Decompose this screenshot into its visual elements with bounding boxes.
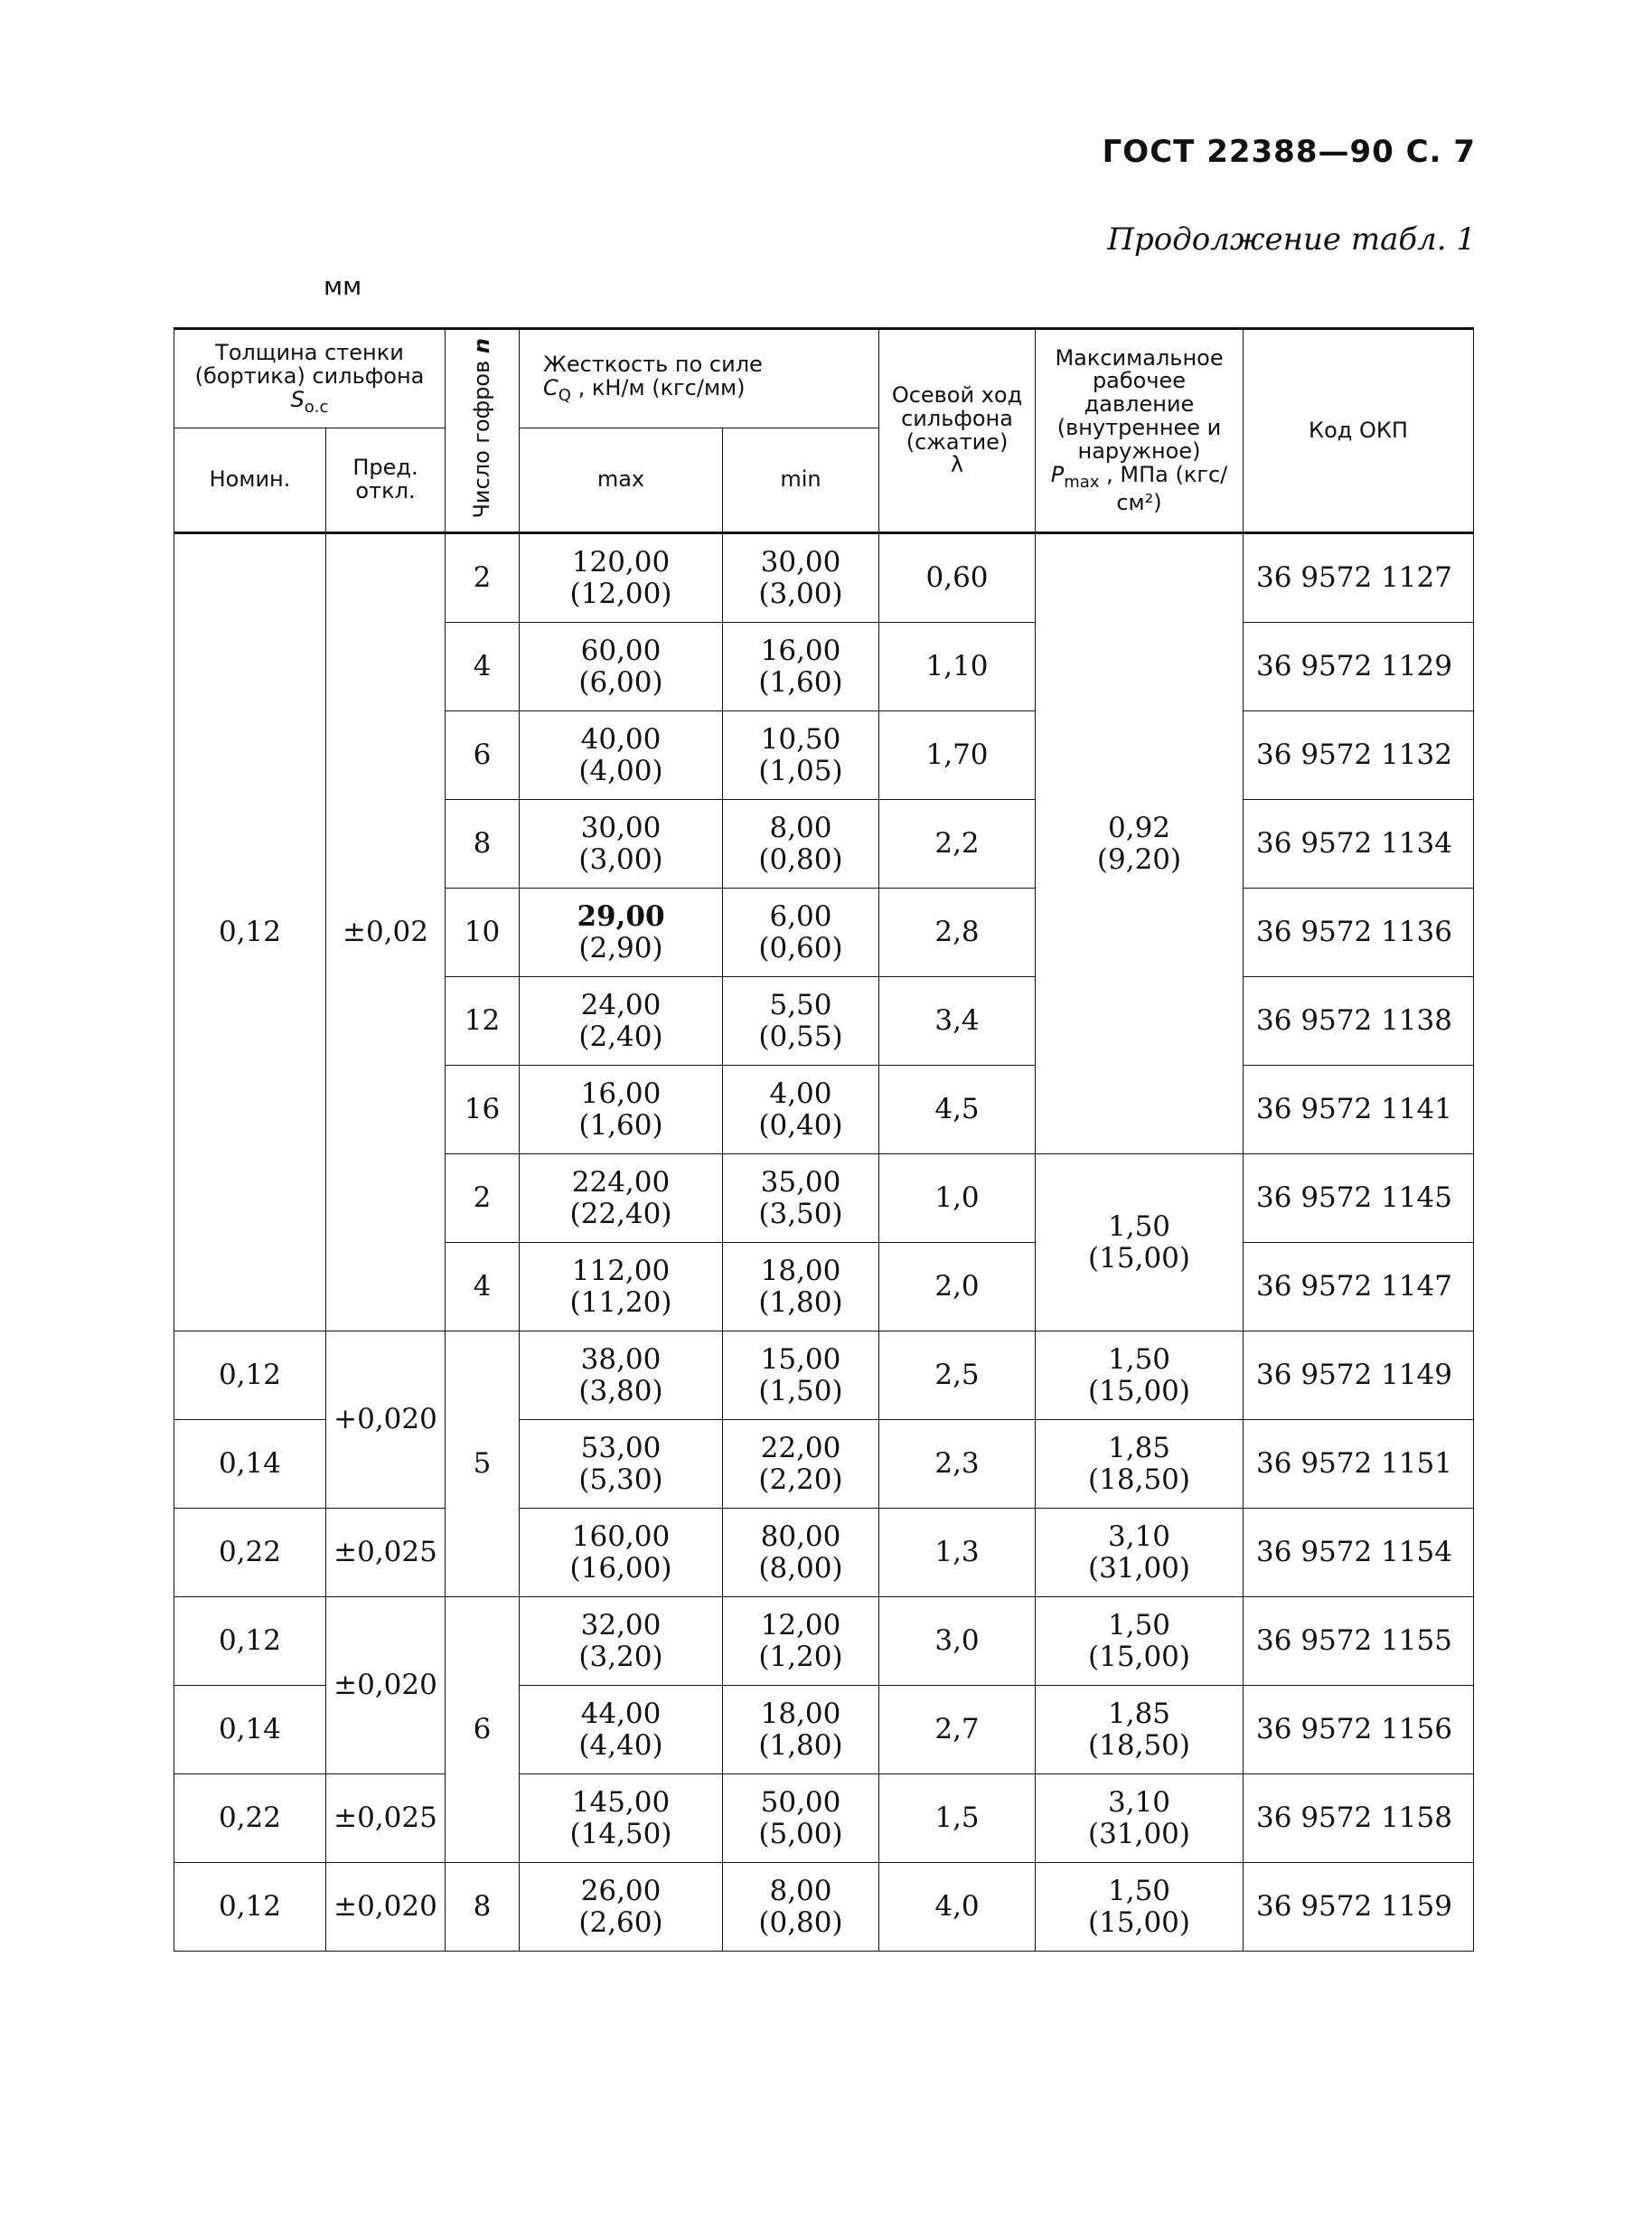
okp-code-cell: 36 9572 1159 [1244,1863,1474,1952]
pressure-cell: 1,50 (15,00) [1036,1597,1244,1686]
min-cell: 18,00 (1,80) [723,1243,879,1331]
max-cell: 112,00 (11,20) [520,1243,723,1331]
pressure-header: Максимальное рабочее давление (внутреннее и наружное) $P_{max}$ , МПа (кгс/см²) [1036,329,1244,533]
okp-code-cell: 36 9572 1138 [1244,977,1474,1066]
max-cell: 53,00 (5,30) [520,1420,723,1509]
min-cell: 5,50 (0,55) [723,977,879,1066]
nominal-cell: 0,12 [174,1863,326,1952]
stroke-cell: 1,0 [879,1154,1036,1243]
stroke-cell: 2,8 [879,889,1036,977]
table-row [174,1774,1474,1863]
max-cell: 160,00 (16,00) [520,1509,723,1597]
min-cell: 8,00 (0,80) [723,1863,879,1952]
nominal-cell: 0,22 [174,1509,326,1597]
corrugations-cell: 2 [446,533,520,623]
okp-code-cell: 36 9572 1132 [1244,711,1474,800]
min-cell: 8,00 (0,80) [723,800,879,889]
corrugations-cell: 10 [446,889,520,977]
min-cell: 12,00 (1,20) [723,1597,879,1686]
corrugations-cell: 8 [446,800,520,889]
corrugations-cell: 4 [446,623,520,711]
corrugations-cell: 4 [446,1243,520,1331]
min-cell: 35,00 (3,50) [723,1154,879,1243]
pressure-cell: 1,50 (15,00) [1036,1863,1244,1952]
corrugations-cell: 6 [446,711,520,800]
min-cell: 15,00 (1,50) [723,1331,879,1420]
continuation-label: Продолжение табл. 1 [1107,221,1476,258]
stroke-cell: 2,3 [879,1420,1036,1509]
okp-code-cell: 36 9572 1134 [1244,800,1474,889]
min-cell: 30,00 (3,00) [723,533,879,623]
standard-number: ГОСТ 22388—90 С. 7 [1102,134,1476,170]
nominal-cell: 0,12 [174,533,326,1331]
max-cell: 24,00 (2,40) [520,977,723,1066]
stroke-cell: 1,10 [879,623,1036,711]
bellows-table [174,327,1474,1952]
max-cell: 16,00 (1,60) [520,1066,723,1154]
max-cell: 40,00 (4,00) [520,711,723,800]
min-cell: 6,00 (0,60) [723,889,879,977]
pressure-cell: 0,92 (9,20) [1036,533,1244,1154]
nominal-cell: 0,14 [174,1420,326,1509]
tolerance-cell: ±0,020 [326,1597,446,1774]
stiffness-header: Жесткость по силе $C_Q$ , кН/м (кгс/мм) [520,329,879,428]
okp-code-cell: 36 9572 1147 [1244,1243,1474,1331]
okp-header: Код ОКП [1244,329,1474,533]
stroke-cell: 3,4 [879,977,1036,1066]
pressure-cell: 3,10 (31,00) [1036,1509,1244,1597]
stroke-cell: 2,7 [879,1686,1036,1774]
nominal-cell: 0,12 [174,1331,326,1420]
corrugations-cell: 6 [446,1597,520,1863]
min-cell: 50,00 (5,00) [723,1774,879,1863]
max-header: max [520,428,723,533]
corrugations-header: Число гофров n [446,329,520,533]
nominal-cell: 0,22 [174,1774,326,1863]
tolerance-cell: +0,020 [326,1331,446,1509]
nominal-cell: 0,14 [174,1686,326,1774]
max-cell: 60,00 (6,00) [520,623,723,711]
stroke-cell: 1,70 [879,711,1036,800]
okp-code-cell: 36 9572 1154 [1244,1509,1474,1597]
tolerance-cell: ±0,020 [326,1863,446,1952]
max-cell: 26,00 (2,60) [520,1863,723,1952]
tolerance-header: Пред. откл. [326,428,446,533]
table-row [174,1509,1474,1597]
corrugations-cell: 2 [446,1154,520,1243]
max-cell: 38,00 (3,80) [520,1331,723,1420]
corrugations-cell: 16 [446,1066,520,1154]
pressure-cell: 3,10 (31,00) [1036,1774,1244,1863]
max-cell: 224,00 (22,40) [520,1154,723,1243]
tolerance-cell: ±0,025 [326,1509,446,1597]
okp-code-cell: 36 9572 1149 [1244,1331,1474,1420]
okp-code-cell: 36 9572 1129 [1244,623,1474,711]
okp-code-cell: 36 9572 1136 [1244,889,1474,977]
min-cell: 22,00 (2,20) [723,1420,879,1509]
min-cell: 16,00 (1,60) [723,623,879,711]
stroke-header: Осевой ход сильфона (сжатие) λ [879,329,1036,533]
tolerance-cell: ±0,02 [326,533,446,1331]
max-cell: 120,00 (12,00) [520,533,723,623]
okp-code-cell: 36 9572 1145 [1244,1154,1474,1243]
pressure-cell: 1,50 (15,00) [1036,1154,1244,1331]
okp-code-cell: 36 9572 1141 [1244,1066,1474,1154]
corrugations-cell: 8 [446,1863,520,1952]
min-cell: 10,50 (1,05) [723,711,879,800]
max-cell: 29,00 (2,90) [520,889,723,977]
okp-code-cell: 36 9572 1127 [1244,533,1474,623]
corrugations-cell: 5 [446,1331,520,1597]
pressure-cell: 1,50 (15,00) [1036,1331,1244,1420]
max-cell: 44,00 (4,40) [520,1686,723,1774]
stroke-cell: 2,0 [879,1243,1036,1331]
table-row [174,1863,1474,1952]
okp-code-cell: 36 9572 1156 [1244,1686,1474,1774]
units-label: мм [324,271,362,301]
stroke-cell: 3,0 [879,1597,1036,1686]
min-cell: 18,00 (1,80) [723,1686,879,1774]
stroke-cell: 0,60 [879,533,1036,623]
thickness-header: Толщина стенки (бортика) сильфона $S_{о.с}$ [174,329,446,428]
nominal-header: Номин. [174,428,326,533]
okp-code-cell: 36 9572 1151 [1244,1420,1474,1509]
okp-code-cell: 36 9572 1155 [1244,1597,1474,1686]
max-cell: 32,00 (3,20) [520,1597,723,1686]
pressure-cell: 1,85 (18,50) [1036,1420,1244,1509]
stroke-cell: 1,5 [879,1774,1036,1863]
min-header: min [723,428,879,533]
okp-code-cell: 36 9572 1158 [1244,1774,1474,1863]
stroke-cell: 2,5 [879,1331,1036,1420]
corrugations-cell: 12 [446,977,520,1066]
max-cell: 30,00 (3,00) [520,800,723,889]
table-row [174,1331,1474,1420]
table-row [174,533,1474,623]
max-cell: 145,00 (14,50) [520,1774,723,1863]
stroke-cell: 2,2 [879,800,1036,889]
nominal-cell: 0,12 [174,1597,326,1686]
tolerance-cell: ±0,025 [326,1774,446,1863]
stroke-cell: 4,5 [879,1066,1036,1154]
stroke-cell: 1,3 [879,1509,1036,1597]
min-cell: 80,00 (8,00) [723,1509,879,1597]
min-cell: 4,00 (0,40) [723,1066,879,1154]
table-row [174,1597,1474,1686]
pressure-cell: 1,85 (18,50) [1036,1686,1244,1774]
stroke-cell: 4,0 [879,1863,1036,1952]
